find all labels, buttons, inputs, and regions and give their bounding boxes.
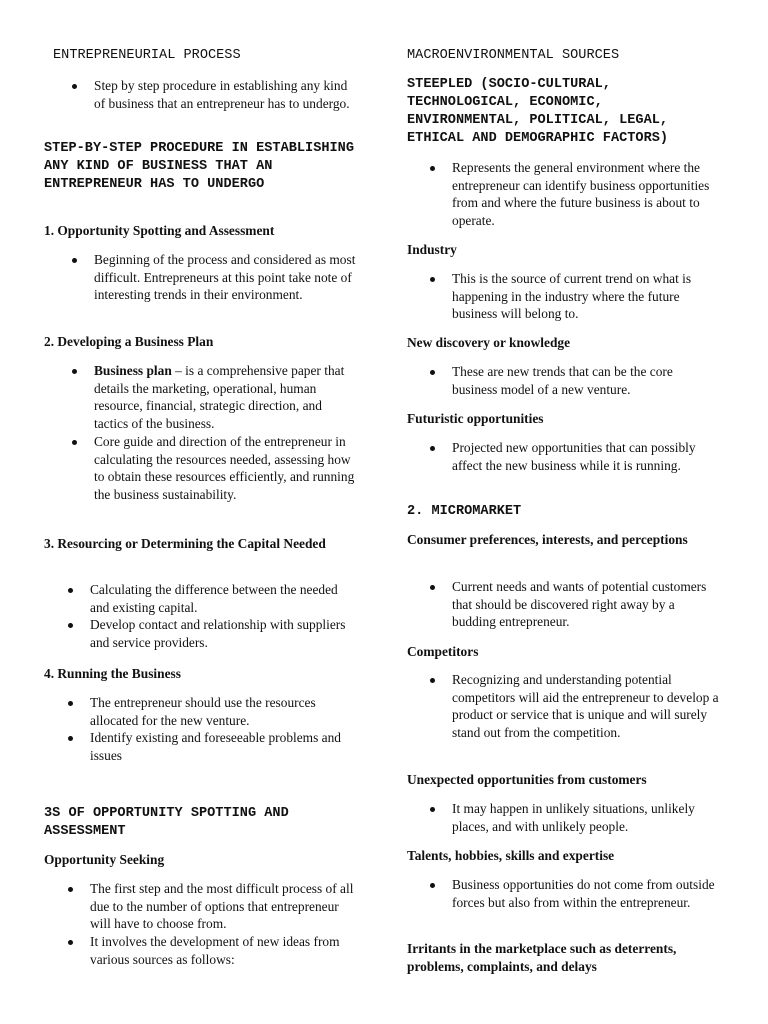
three-s-heading: 3S OF OPPORTUNITY SPOTTING AND ASSESSMENT: [44, 806, 289, 839]
unexpected-bullets: [452, 800, 717, 835]
step2-heading: 2. Developing a Business Plan: [44, 334, 214, 349]
list-item: Business plan – is a comprehensive paper that details the marketing, operational, human resource, financial, strategic direction, and tactics of the business.: [94, 362, 359, 433]
consumer-bullets: [452, 578, 717, 631]
list-item: Current needs and wants of potential customers that should be discovered right away by a budding entrepreneur.: [452, 578, 717, 631]
step2-bullets: [94, 362, 359, 504]
competitors-bullets: [452, 671, 722, 742]
consumer-heading: Consumer preferences, interests, and perceptions: [407, 532, 688, 547]
steepled-heading: STEEPLED (SOCIO-CULTURAL, TECHNOLOGICAL, ECONOMIC, ENVIRONMENTAL, POLITICAL, LEGAL, ETHICAL AND DEMOGRAPHIC FACTORS): [407, 77, 669, 146]
list-item: Core guide and direction of the entrepreneur in calculating the resources needed, assessing how to obtain these resources efficiently, and running the business sustainability.: [94, 433, 359, 504]
unexpected-heading: Unexpected opportunities from customers: [407, 772, 647, 787]
procedure-heading: STEP-BY-STEP PROCEDURE IN ESTABLISHING ANY KIND OF BUSINESS THAT AN ENTREPRENEUR HAS TO UNDERGO: [44, 141, 354, 192]
list-item: Develop contact and relationship with suppliers and service providers.: [90, 616, 358, 651]
competitors-heading: Competitors: [407, 644, 479, 659]
list-item: Represents the general environment where the entrepreneur can identify business opportunities from and where the future business is about to operate.: [452, 159, 720, 230]
discovery-heading: New discovery or knowledge: [407, 335, 571, 350]
futuristic-heading: Futuristic opportunities: [407, 411, 544, 426]
list-item: It involves the development of new ideas from various sources as follows:: [90, 933, 360, 968]
list-item: Business opportunities do not come from outside forces but also from within the entrepreneur.: [452, 876, 717, 911]
list-item: This is the source of current trend on what is happening in the industry where the future business will belong to.: [452, 270, 727, 323]
step4-heading: 4. Running the Business: [44, 666, 181, 681]
seeking-bullets: [90, 880, 360, 969]
micromarket-heading: 2. MICROMARKET: [407, 504, 522, 519]
business-plan-term: Business plan: [94, 363, 172, 378]
list-item: The first step and the most difficult process of all due to the number of options that entrepreneur will have to choose from.: [90, 880, 360, 933]
list-item: Beginning of the process and considered as most difficult. Entrepreneurs at this point take note of interesting trends in their environment.: [94, 251, 362, 304]
opportunity-seeking-heading: Opportunity Seeking: [44, 852, 165, 867]
list-item: Identify existing and foreseeable problems and issues: [90, 729, 358, 764]
irritants-heading: Irritants in the marketplace such as deterrents, problems, complaints, and delays: [407, 941, 677, 974]
industry-heading: Industry: [407, 242, 457, 257]
list-item: It may happen in unlikely situations, unlikely places, and with unlikely people.: [452, 800, 717, 835]
entrepreneurial-process-title: ENTREPRENEURIAL PROCESS: [53, 48, 241, 63]
step1-heading: 1. Opportunity Spotting and Assessment: [44, 223, 275, 238]
list-item: These are new trends that can be the core business model of a new venture.: [452, 363, 717, 398]
step3-bullets: [90, 581, 358, 652]
futuristic-bullets: [452, 439, 720, 474]
list-item: Step by step procedure in establishing any kind of business that an entrepreneur has to undergo.: [94, 77, 359, 112]
macro-sources-title: MACROENVIRONMENTAL SOURCES: [407, 48, 620, 63]
talents-bullets: [452, 876, 717, 911]
list-item: The entrepreneur should use the resources allocated for the new venture.: [90, 694, 358, 729]
list-item: Recognizing and understanding potential competitors will aid the entrepreneur to develop a product or service that is unique and will surely stand out from the competition.: [452, 671, 722, 742]
step3-heading: 3. Resourcing or Determining the Capital Needed: [44, 536, 326, 551]
step4-bullets: [90, 694, 358, 765]
intro-bullets: [94, 77, 359, 112]
industry-bullets: [452, 270, 727, 323]
step1-bullets: [94, 251, 362, 304]
steepled-bullets: [452, 159, 720, 230]
list-item: Projected new opportunities that can possibly affect the new business while it is running.: [452, 439, 720, 474]
talents-heading: Talents, hobbies, skills and expertise: [407, 848, 615, 863]
list-item: Calculating the difference between the needed and existing capital.: [90, 581, 358, 616]
discovery-bullets: [452, 363, 717, 398]
